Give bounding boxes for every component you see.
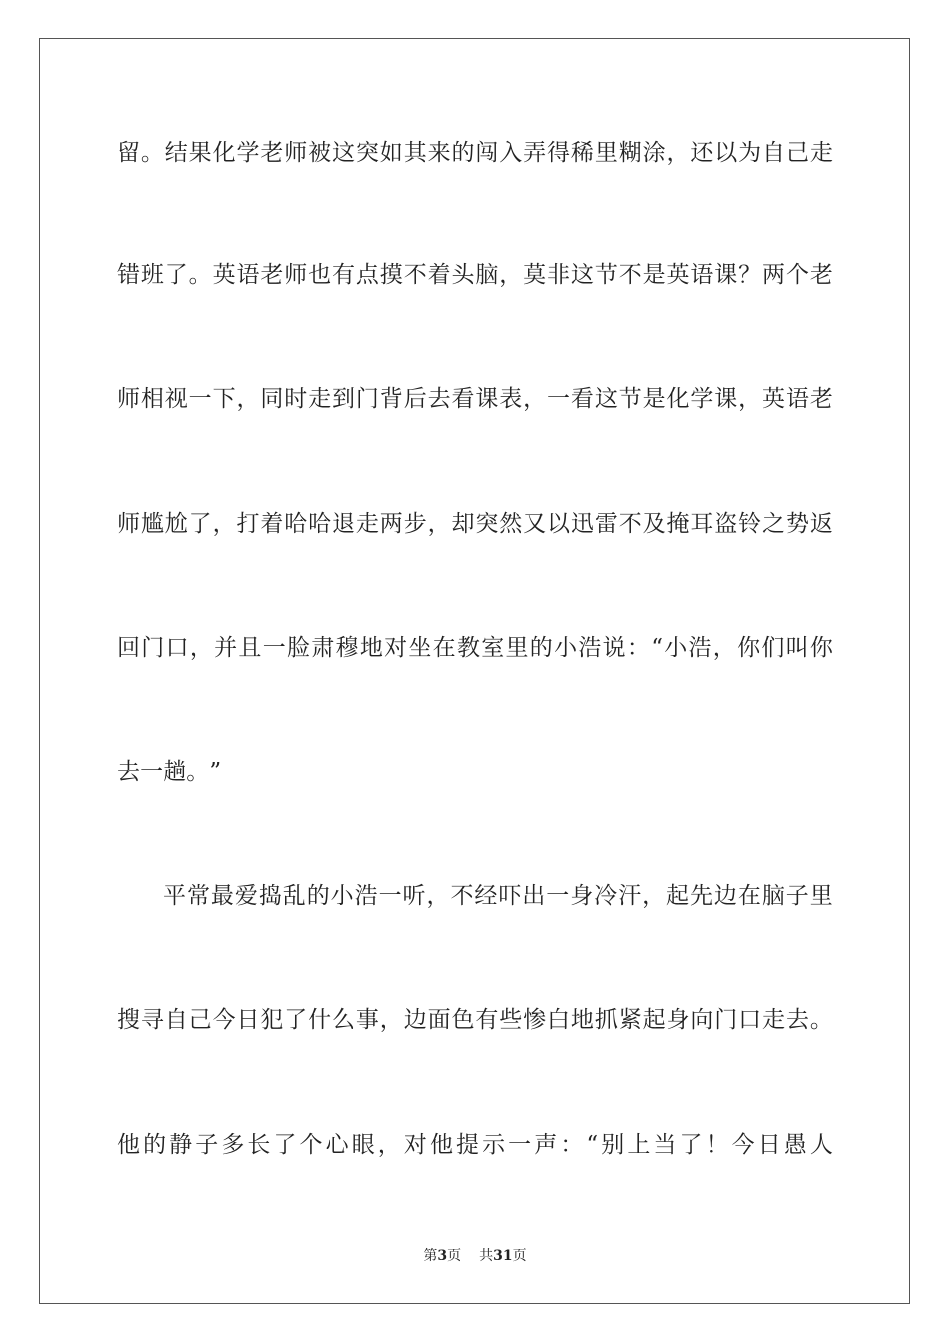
page-border: [39, 38, 910, 1304]
text-line-4: 师 尴 尬 了 ， 打 着 哈 哈 退 走 两 步 ， 却 突 然 又 以 迅 雷 不 及 掩 耳 盗 铃 之 势 返: [117, 511, 833, 537]
text-line-6: 去 一 趟 。 ”: [117, 759, 222, 785]
text-line-8: 搜 寻 自 己 今 日 犯 了 什 么 事 ， 边 面 色 有 些 惨 白 地 抓 紧 起 身 向 门 口 走 去 。: [117, 1007, 833, 1033]
text-line-1: 留 。 结 果 化 学 老 师 被 这 突 如 其 来 的 闯 入 弄 得 稀 里 糊 涂 ， 还 以 为 自 己 走: [117, 140, 833, 166]
footer-page-suffix: 页: [447, 1248, 462, 1264]
text-line-9: 他 的 静 子 多 长 了 个 心 眼 ， 对 他 提 示 一 声 ： “ 别 上 当 了 ！ 今 日 愚 人: [117, 1132, 833, 1158]
text-line-7: 平 常 最 爱 捣 乱 的 小 浩 一 听 ， 不 经 吓 出 一 身 冷 汗 ， 起 先 边 在 脑 子 里: [163, 883, 833, 909]
footer-page-current: 3: [437, 1248, 448, 1264]
footer-page-prefix: 第: [423, 1248, 438, 1264]
text-line-3: 师 相 视 一 下 ， 同 时 走 到 门 背 后 去 看 课 表 ， 一 看 这 节 是 化 学 课 ， 英 语 老: [117, 386, 833, 412]
text-line-5: 回 门 口 ， 并 且 一 脸 肃 穆 地 对 坐 在 教 室 里 的 小 浩 说 ： “ 小 浩 ， 你 们 叫 你: [117, 635, 833, 661]
text-line-2: 错 班 了 。 英 语 老 师 也 有 点 摸 不 着 头 脑 ， 莫 非 这 节 不 是 英 语 课 ？ 两 个 老: [117, 262, 833, 288]
footer-total-suffix: 页: [512, 1248, 527, 1264]
page-footer: [0, 1246, 950, 1266]
footer-page-total: 31: [493, 1248, 513, 1264]
footer-total-prefix: 共: [479, 1248, 494, 1264]
